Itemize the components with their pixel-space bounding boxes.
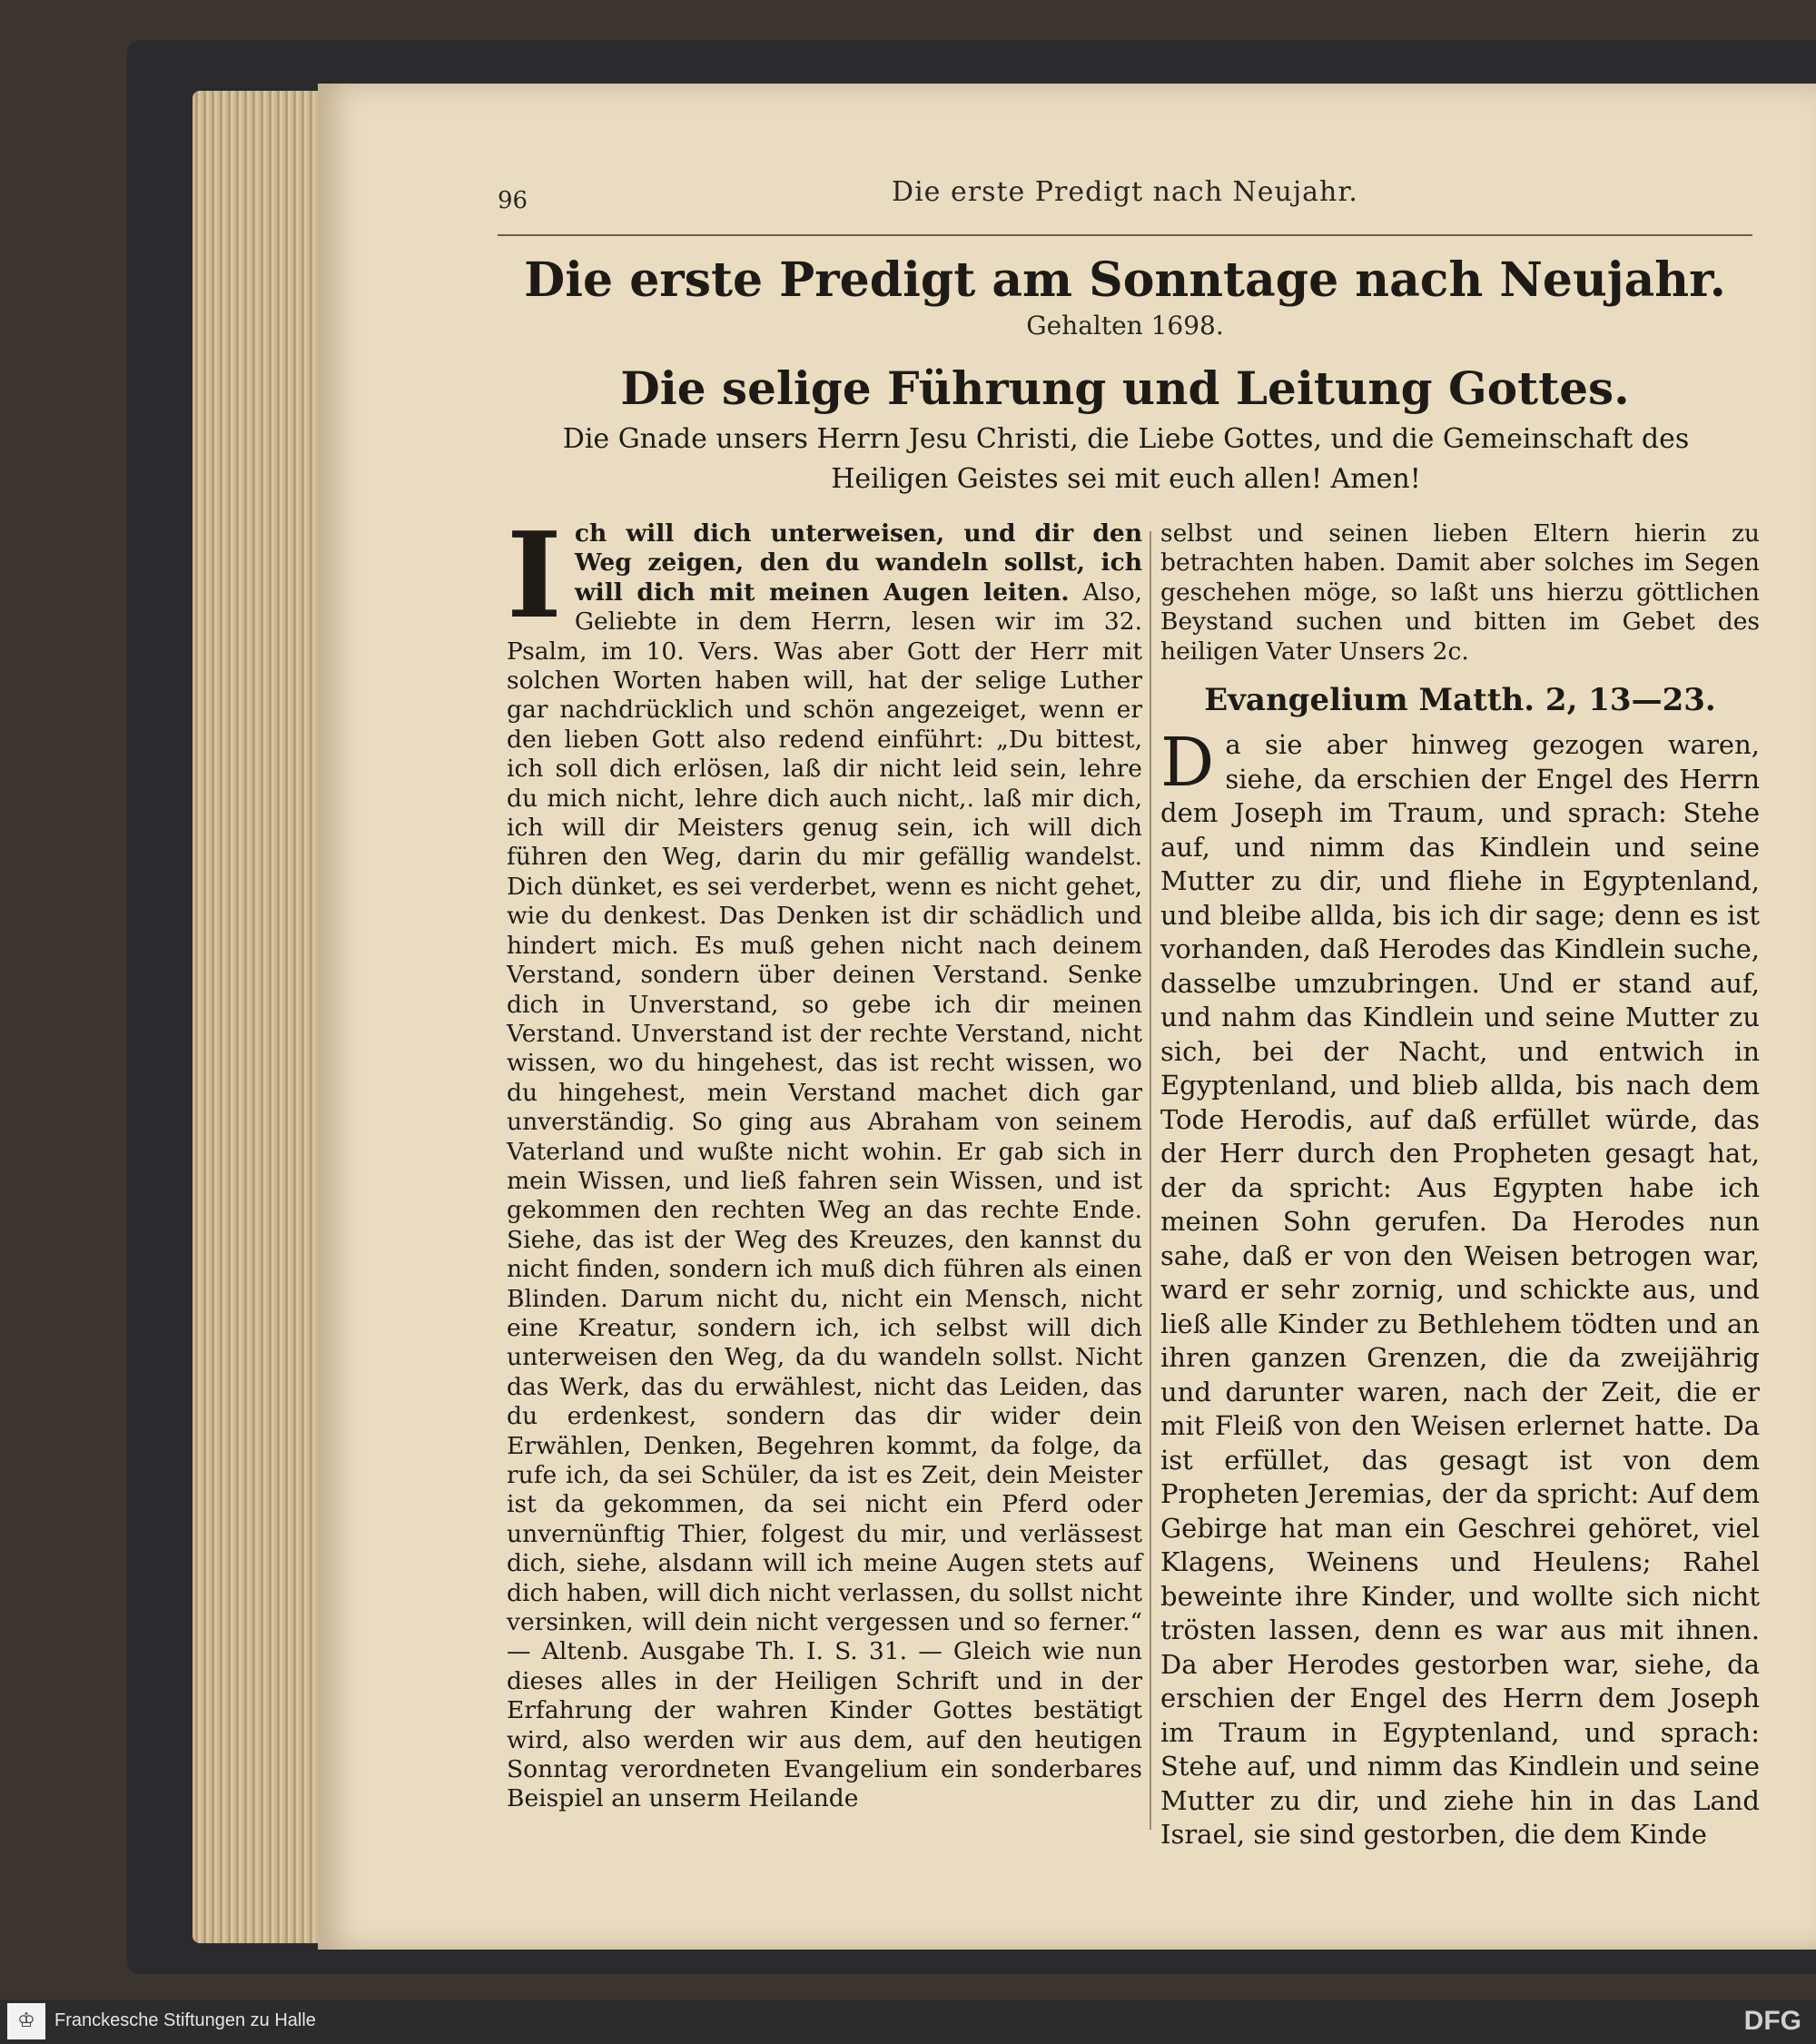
opening-quote: ch will dich unterweisen, und dir den Weg zeigen, den du wandeln sollst, ich will dich mit meinen Augen leiten. bbox=[574, 519, 1142, 607]
running-title: Die erste Predigt nach Neujahr. bbox=[892, 176, 1358, 208]
page-number: 96 bbox=[498, 187, 528, 214]
viewer-footer bbox=[0, 2000, 1816, 2044]
left-body-text: Also, Geliebte in dem Herrn, lesen wir im 32. Psalm, im 10. Vers. Was aber Gott der Herr mit solchen Worten haben will, hat der selige Luther gar nachdrücklich und schön angezeiget, wenn er den lieben Gott also redend einführt: „Du bittest, ich soll dich erlösen, laß dir nicht leid sein, lehre du mich nicht, lehre dich auch nicht,. laß mir dich, ich will dir Meisters genug sein, ich will dich führen den Weg, darin du mir gefällig wandelst. Dich dünket, es sei verderbet, wenn es nicht gehet, wie du denkest. Das Denken ist dir schädlich und hindert mich. Es muß gehen nicht nach deinem Verstand, sondern über deinen Verstand. Senke dich in Unverstand, so gebe ich dir meinen Verstand. Unverstand ist der rechte Verstand, nicht wissen, wo du hingehest, das ist recht wissen, wo du hingehest, mein Verstand machet dich gar unverständig. So ging aus Abraham von seinem Vaterland und wußte nicht wohin. Er gab sich in mein Wissen, und ließ fahren sein Wissen, und ist gekommen den rechten Weg an das rechte Ende. Siehe, das ist der Weg des Kreuzes, den kannst du nicht finden, sondern ich muß dich führen als einen Blinden. Darum nicht du, nicht ein Mensch, nicht eine Kreatur, sondern ich, ich selbst will dich unterweisen den Weg, da du wandeln sollst. Nicht das Werk, das du erwählest, nicht das Leiden, das du erdenkest, sondern das dir wider dein Erwählen, Denken, Begehren kommt, da folge, da rufe ich, da sei Schüler, da ist es Zeit, dein Meister ist da gekommen, da sei nicht ein Pferd oder unvernünftig Thier, folgest du mir, und verlässest dich, siehe, alsdann will ich meine Augen stets auf dich haben, will dich nicht verlassen, du sollst nicht versinken, will dein nicht vergessen und so ferner.“ — Altenb. Ausgabe Th. I. S. 31. — Gleich wie nun dieses alles in der Heiligen Schrift und in der Erfahrung der wahren Kinder Gottes bestätigt wird, also werden wir aus dem, auf den heutigen Sonntag verordneten Evangelium ein sonderbares Beispiel an unserm Heilande bbox=[507, 578, 1142, 1813]
running-header bbox=[498, 171, 1752, 236]
sermon-title: Die erste Predigt am Sonntage nach Neujahr. bbox=[524, 252, 1726, 308]
gospel-dropcap: D bbox=[1160, 724, 1215, 803]
right-column bbox=[1160, 519, 1760, 1852]
column-divider bbox=[1150, 531, 1151, 1830]
dfg-logo: DFG bbox=[1743, 2006, 1801, 2036]
franckesche-logo-icon: ♔ bbox=[7, 2003, 45, 2039]
page-edges bbox=[192, 91, 329, 1943]
sermon-date: Gehalten 1698. bbox=[1026, 311, 1224, 341]
right-continuation-text: selbst und seinen lieben Eltern hierin zu betrachten haben. Damit aber solches im Segen geschehen möge, so laßt uns hierzu göttlichen Beystand suchen und bitten im Gebet des heiligen Vater Unsers 2c. bbox=[1160, 519, 1760, 666]
dropcap-initial: I bbox=[507, 506, 562, 645]
gospel-text: a sie aber hinweg gezogen waren, siehe, da erschien der Engel des Herrn dem Joseph im Traum, und sprach: Stehe auf, und nimm das Kindlein und seine Mutter zu dir, und fliehe in Egyptenland, und bleibe allda, bis ich dir sage; denn es ist vorhanden, daß Herodes das Kindlein suche, dasselbe umzubringen. Und er stand auf, und nahm das Kindlein und seine Mutter zu sich, bei der Nacht, und entwich in Egyptenland, und blieb allda, bis nach dem Tode Herodis, auf daß erfüllet würde, das der Herr durch den Propheten gesagt hat, der da spricht: Aus Egypten habe ich meinen Sohn gerufen. Da Herodes nun sahe, daß er von den Weisen betrogen war, ward er sehr zornig, und schickte aus, und ließ alle Kinder zu Bethlehem tödten und an ihren ganzen Grenzen, die da zweijährig und darunter waren, nach der Zeit, die er mit Fleiß von den Weisen erlernet hatte. Da ist erfüllet, das gesagt ist von dem Propheten Jeremias, der da spricht: Auf dem Gebirge hat man ein Geschrei gehöret, viel Klagens, Weinens und Heulens; Rahel beweinte ihre Kinder, und wollte sich nicht trösten lassen, denn es war aus mit ihnen. Da aber Herodes gestorben war, siehe, da erschien der Engel des Herrn dem Joseph im Traum in Egyptenland, und sprach: Stehe auf, und nimm das Kindlein und seine Mutter zu dir, und ziehe hin in das Land Israel, sie sind gestorben, die dem Kinde bbox=[1160, 729, 1760, 1851]
sermon-subtitle: Die selige Führung und Leitung Gottes. bbox=[620, 361, 1630, 415]
gospel-heading: Evangelium Matth. 2, 13—23. bbox=[1204, 682, 1716, 719]
left-column bbox=[507, 506, 1142, 1814]
greeting: Die Gnade unsers Herrn Jesu Christi, die Liebe Gottes, und die Gemeinschaft des Heiligen Geistes sei mit euch allen! Amen! bbox=[562, 423, 1690, 495]
gospel-text-block bbox=[1160, 724, 1760, 1852]
footer-institution: Franckesche Stiftungen zu Halle bbox=[54, 2010, 316, 2030]
